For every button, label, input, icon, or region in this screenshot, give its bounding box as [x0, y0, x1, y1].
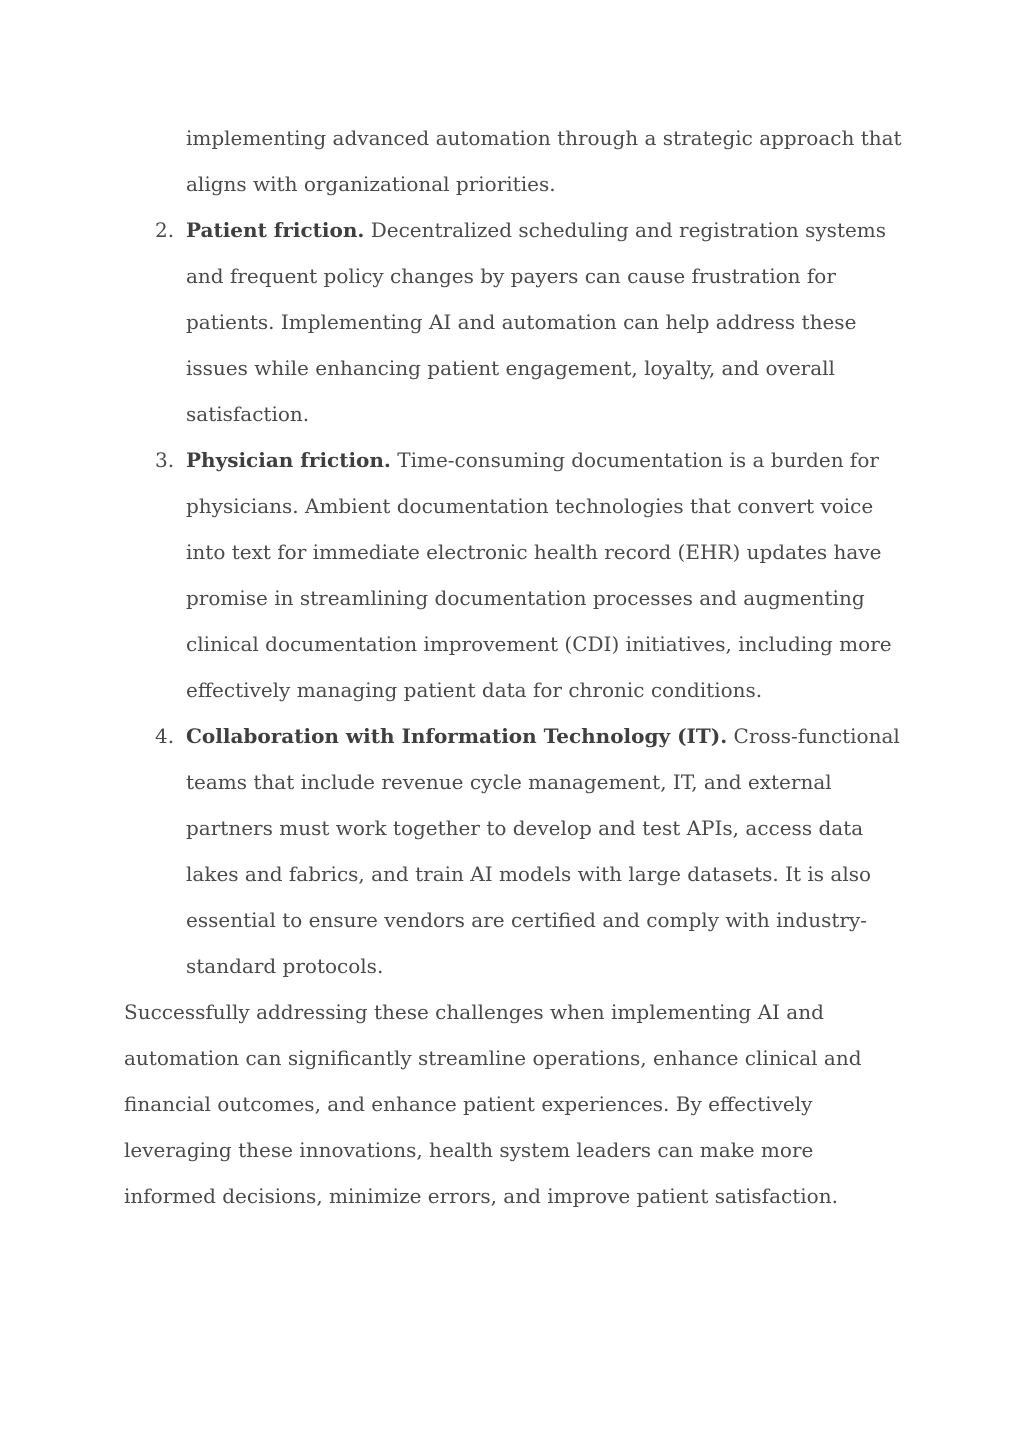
- list-item-title: Patient friction.: [186, 218, 365, 242]
- challenges-list: [124, 207, 904, 989]
- list-item: [124, 207, 904, 437]
- list-item-title: Collaboration with Information Technology (IT).: [186, 724, 728, 748]
- list-item-text: Decentralized scheduling and registration systems and frequent policy changes by payers can cause frustration for patients. Implementing AI and automation can help address these issues while enhancing patient engagement, loyalty, and overall satisfaction.: [186, 218, 887, 426]
- list-item-text: Cross-functional teams that include revenue cycle management, IT, and external partners must work together to develop and test APIs, access data lakes and fabrics, and train AI models with large datasets. It is also essential to ensure vendors are certified and comply with industry-standard protocols.: [186, 724, 900, 978]
- list-item-title: Physician friction.: [186, 448, 391, 472]
- continuation-paragraph: implementing advanced automation through a strategic approach that aligns with organizational priorities.: [186, 126, 902, 196]
- list-item-text: Time-consuming documentation is a burden for physicians. Ambient documentation technologies that convert voice into text for immediate electronic health record (EHR) updates have promise in streamlining documentation processes and augmenting clinical documentation improvement (CDI) initiatives, including more effectively managing patient data for chronic conditions.: [186, 448, 892, 702]
- list-item: [124, 437, 904, 713]
- document-body: [124, 115, 904, 1219]
- list-number: 4.: [155, 724, 175, 748]
- list-number: 2.: [155, 218, 175, 242]
- closing-paragraph: Successfully addressing these challenges when implementing AI and automation can significantly streamline operations, enhance clinical and financial outcomes, and enhance patient experiences. By effectively leveraging these innovations, health system leaders can make more informed decisions, minimize errors, and improve patient satisfaction.: [124, 1000, 862, 1208]
- list-number: 3.: [155, 448, 175, 472]
- list-item: [124, 713, 904, 989]
